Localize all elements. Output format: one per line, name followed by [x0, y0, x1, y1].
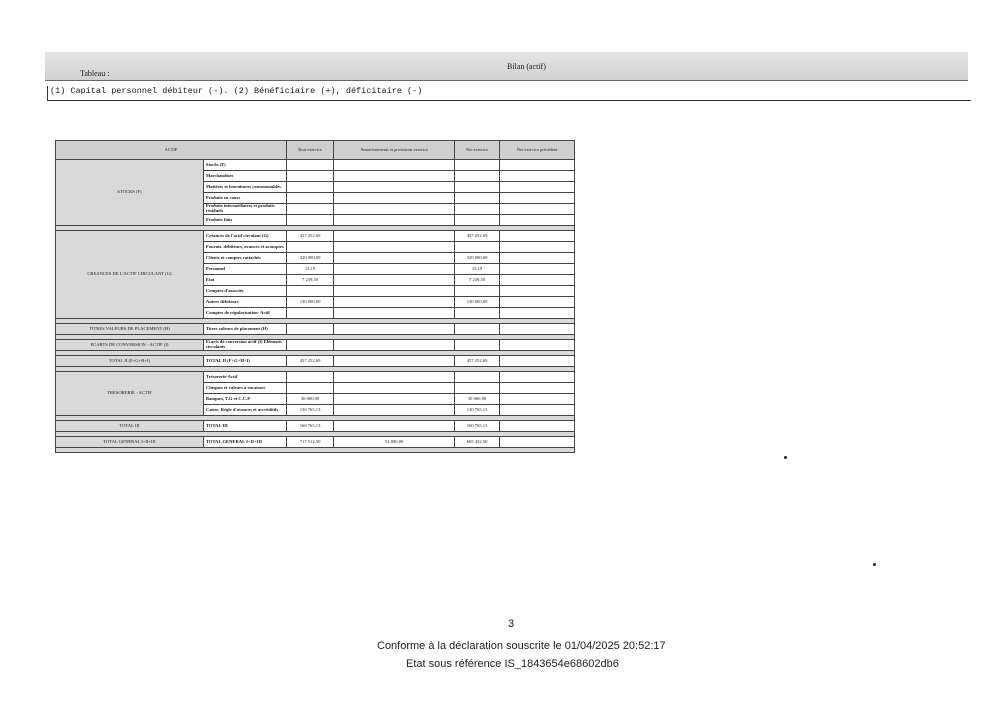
cell-brut: 457 252,69 [286, 356, 333, 367]
row-label: Comptes d'associés [203, 286, 286, 297]
footer-reference: Etat sous référence IS_1843654e68602db6 [406, 658, 619, 670]
table-row [56, 437, 575, 448]
row-label: Stocks (F) [203, 160, 286, 171]
table-row [56, 231, 575, 242]
row-label: Produits finis [203, 215, 286, 226]
row-label: Produits en cours [203, 193, 286, 204]
scan-speck [784, 456, 787, 459]
bilan-actif-table [55, 140, 575, 453]
cell-brut: 160 765,13 [286, 421, 333, 432]
footer-conformity: Conforme à la déclaration souscrite le 01/04/2025 20:52:17 [377, 640, 666, 652]
col-brut: Brut exercice [286, 141, 333, 160]
group-tresorerie: TRESORERIE - ACTIF [56, 372, 204, 416]
group-ecarts: ECARTS DE CONVERSION - ACTIF (I) [56, 340, 204, 351]
scan-speck [873, 563, 876, 566]
cell-brut: 320 000,00 [286, 253, 333, 264]
table-row [56, 372, 575, 383]
row-label: TOTAL II (F+G+H+I) [203, 356, 286, 367]
cell-amort: 52 080,00 [334, 437, 455, 448]
table-row [56, 421, 575, 432]
row-label: Clients et comptes rattachés [203, 253, 286, 264]
col-prev: Net exercice précédent [499, 141, 574, 160]
cell-net: 130 000,00 [455, 297, 500, 308]
cell-brut: 130 000,00 [286, 297, 333, 308]
page-number: 3 [508, 618, 515, 630]
cell-net: 130 765,13 [455, 405, 500, 416]
row-label: Personnel [203, 264, 286, 275]
row-label: Titres valeurs de placement (H) [203, 324, 286, 335]
cell-net: 160 765,13 [455, 421, 500, 432]
bilan-title: Bilan (actif) [507, 62, 546, 71]
row-label: Trésorerie-Actif [203, 372, 286, 383]
cell-net: 13,19 [455, 264, 500, 275]
row-label: TOTAL GENERAL I+II+III [203, 437, 286, 448]
row-label: Ecarts de conversion actif (I) Eléments circulants [203, 340, 286, 351]
group-total-general: TOTAL GENERAL I+II+III [56, 437, 204, 448]
tableau-label: Tableau : [80, 69, 110, 78]
col-amort: Amortissements et provisions exercice [334, 141, 455, 160]
group-total3: TOTAL III [56, 421, 204, 432]
cell-brut: 30 000,00 [286, 394, 333, 405]
row-label: Fournis. débiteurs, avances et acomptes [203, 242, 286, 253]
cell-net: 320 000,00 [455, 253, 500, 264]
cell-brut: 457 252,69 [286, 231, 333, 242]
row-label: Produits intermédiaires et produits résiduels [203, 204, 286, 215]
row-label: Créances de l'actif circulant (G) [203, 231, 286, 242]
row-label: Marchandises [203, 171, 286, 182]
cell-brut: 130 765,13 [286, 405, 333, 416]
table-row [56, 160, 575, 171]
col-actif: ACTIF [56, 141, 287, 160]
row-label: Matières et fournitures consommables [203, 182, 286, 193]
cell-net: 457 252,69 [455, 356, 500, 367]
row-label: TOTAL III [203, 421, 286, 432]
cell-brut: 7 239,50 [286, 275, 333, 286]
col-net: Net exercice [455, 141, 500, 160]
group-creances: CREANCES DE L'ACTIF CIRCULANT (G) [56, 231, 204, 319]
group-total2: TOTAL II (F+G+H+I) [56, 356, 204, 367]
legend-note: (1) Capital personnel débiteur (-). (2) Bénéficiaire (+), déficitaire (-) [47, 86, 971, 101]
row-label: Chèques et valeurs à encaisser [203, 383, 286, 394]
group-stocks: STOCKS (F) [56, 160, 204, 226]
cell-net: 7 239,50 [455, 275, 500, 286]
row-label: Caisse, Régie d'avances et accréditifs [203, 405, 286, 416]
cell-brut: 717 512,50 [286, 437, 333, 448]
row-label: Etat [203, 275, 286, 286]
row-label: Banques, T.G et C.C.P [203, 394, 286, 405]
cell-net: 457 252,69 [455, 231, 500, 242]
table-row [56, 324, 575, 335]
cell-net: 30 000,00 [455, 394, 500, 405]
group-titres: TITRES VALEURS DE PLACEMENT (H) [56, 324, 204, 335]
table-row [56, 340, 575, 351]
table-header-row [56, 141, 575, 160]
cell-brut: 13,19 [286, 264, 333, 275]
row-label: Autres débiteurs [203, 297, 286, 308]
row-label: Comptes de régularisation- Actif [203, 308, 286, 319]
table-row [56, 356, 575, 367]
cell-net: 665 432,50 [455, 437, 500, 448]
